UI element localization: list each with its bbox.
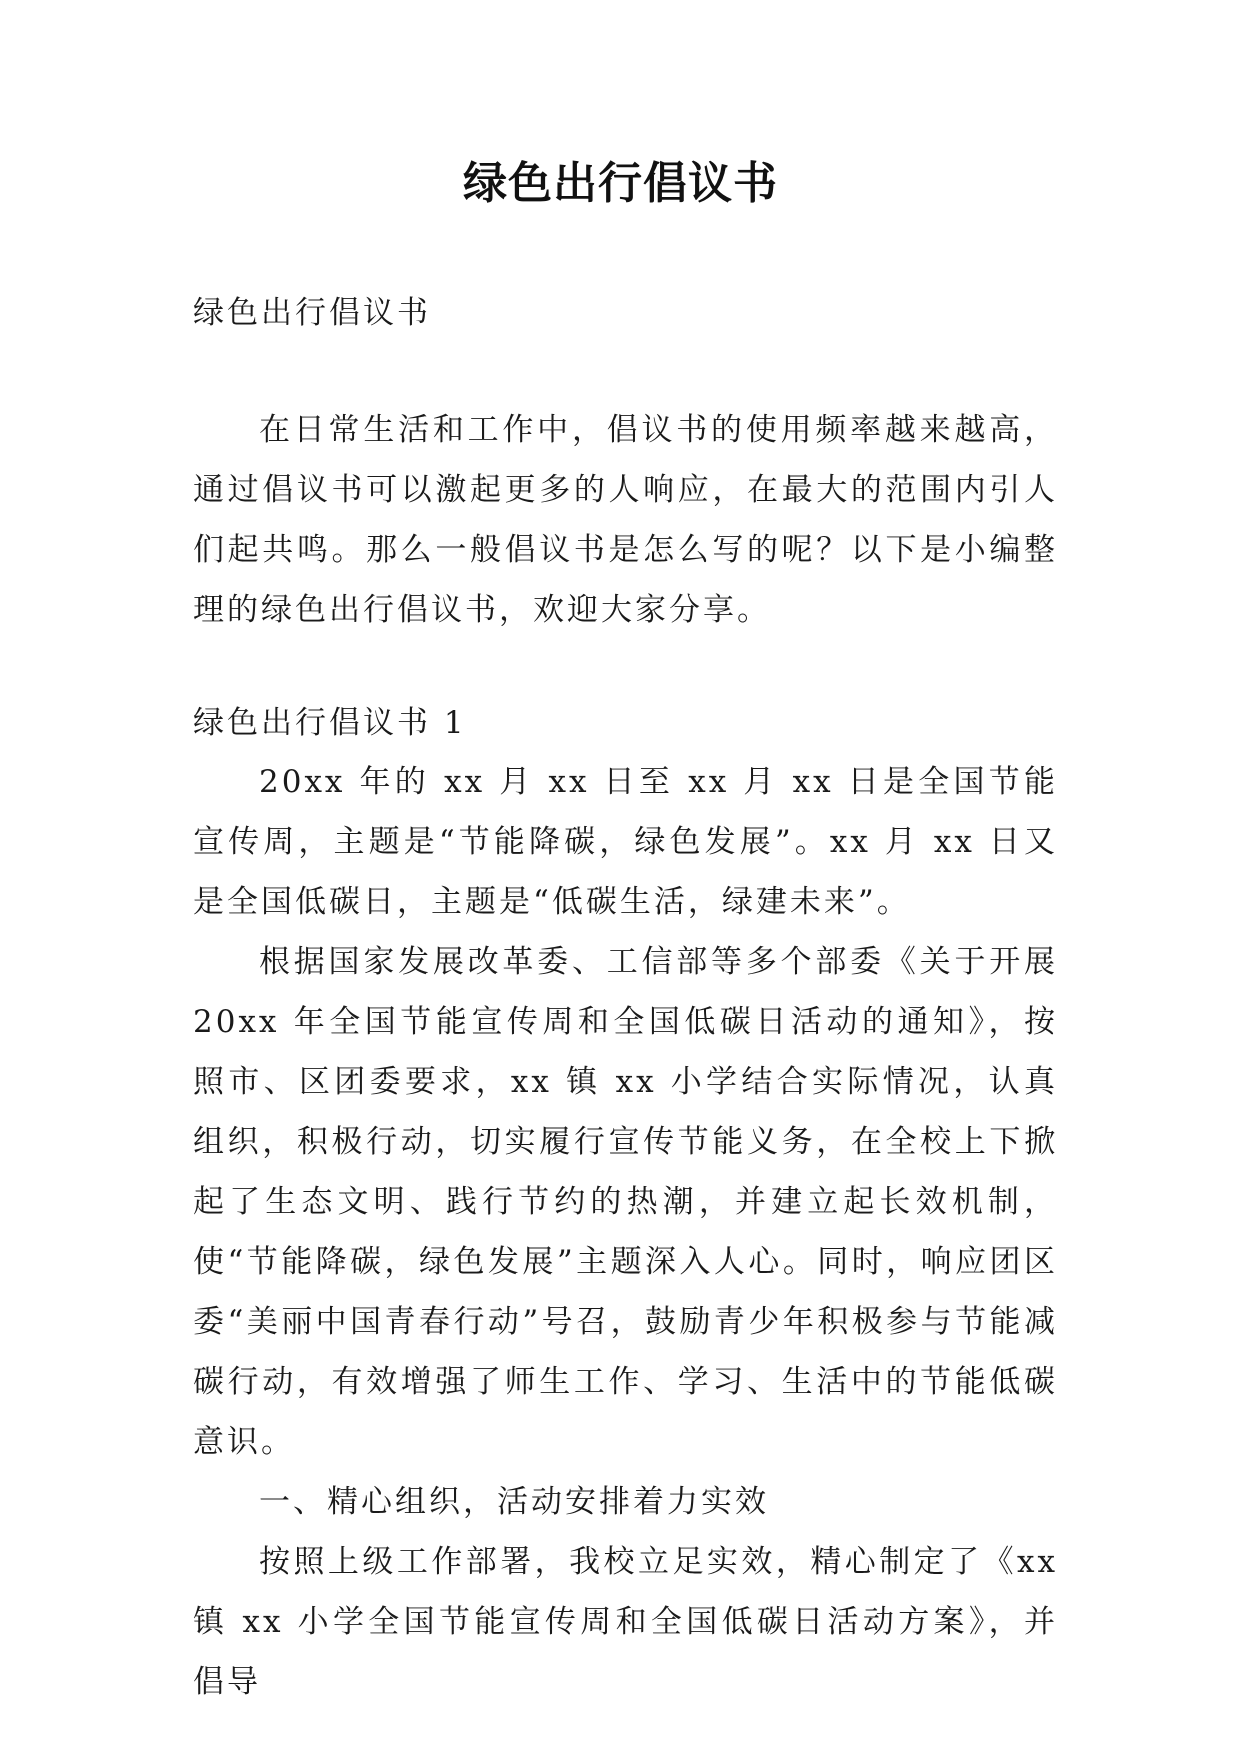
intro-paragraph xyxy=(193,400,1058,640)
paragraph-2: 根据国家发展改革委、工信部等多个部委《关于开展 20xx 年全国节能宣传周和全国低碳日活动的通知》，按照市、区团委要求，xx 镇 xx 小学结合实际情况，认真组织，积极行动，切实履行宣传节能义务，在全校上下掀起了生态文明、践行节约的热潮，并建立起长效机制，使“节能降碳，绿色发展”主题深入人心。同时，响应团区委“美丽中国青春行动”号召，鼓励青少年积极参与节能减碳行动，有效增强了师生工作、学习、生活中的节能低碳意识。 xyxy=(193,944,1058,1460)
paragraph-1: 20xx 年的 xx 月 xx 日至 xx 月 xx 日是全国节能宣传周，主题是“节能降碳，绿色发展”。xx 月 xx 日又是全国低碳日，主题是“低碳生活，绿建未来”。 xyxy=(193,764,1058,920)
section-heading-text: 绿色出行倡议书 1 xyxy=(193,705,467,741)
section-heading xyxy=(193,693,1058,753)
intro-text: 在日常生活和工作中，倡议书的使用频率越来越高，通过倡议书可以激起更多的人响应，在最大的范围内引人们起共鸣。那么一般倡议书是怎么写的呢？以下是小编整理的绿色出行倡议书，欢迎大家分享。 xyxy=(193,412,1058,628)
paragraph-3-heading: 一、精心组织，活动安排着力实效 xyxy=(259,1484,769,1520)
document-subtitle xyxy=(193,283,1058,343)
paragraph-4: 按照上级工作部署，我校立足实效，精心制定了《xx 镇 xx 小学全国节能宣传周和全国低碳日活动方案》，并倡导 xyxy=(193,1544,1058,1700)
document-title: 绿色出行倡议书 xyxy=(463,158,778,209)
article-body xyxy=(193,752,1058,1712)
subtitle-line: 绿色出行倡议书 xyxy=(193,295,431,331)
